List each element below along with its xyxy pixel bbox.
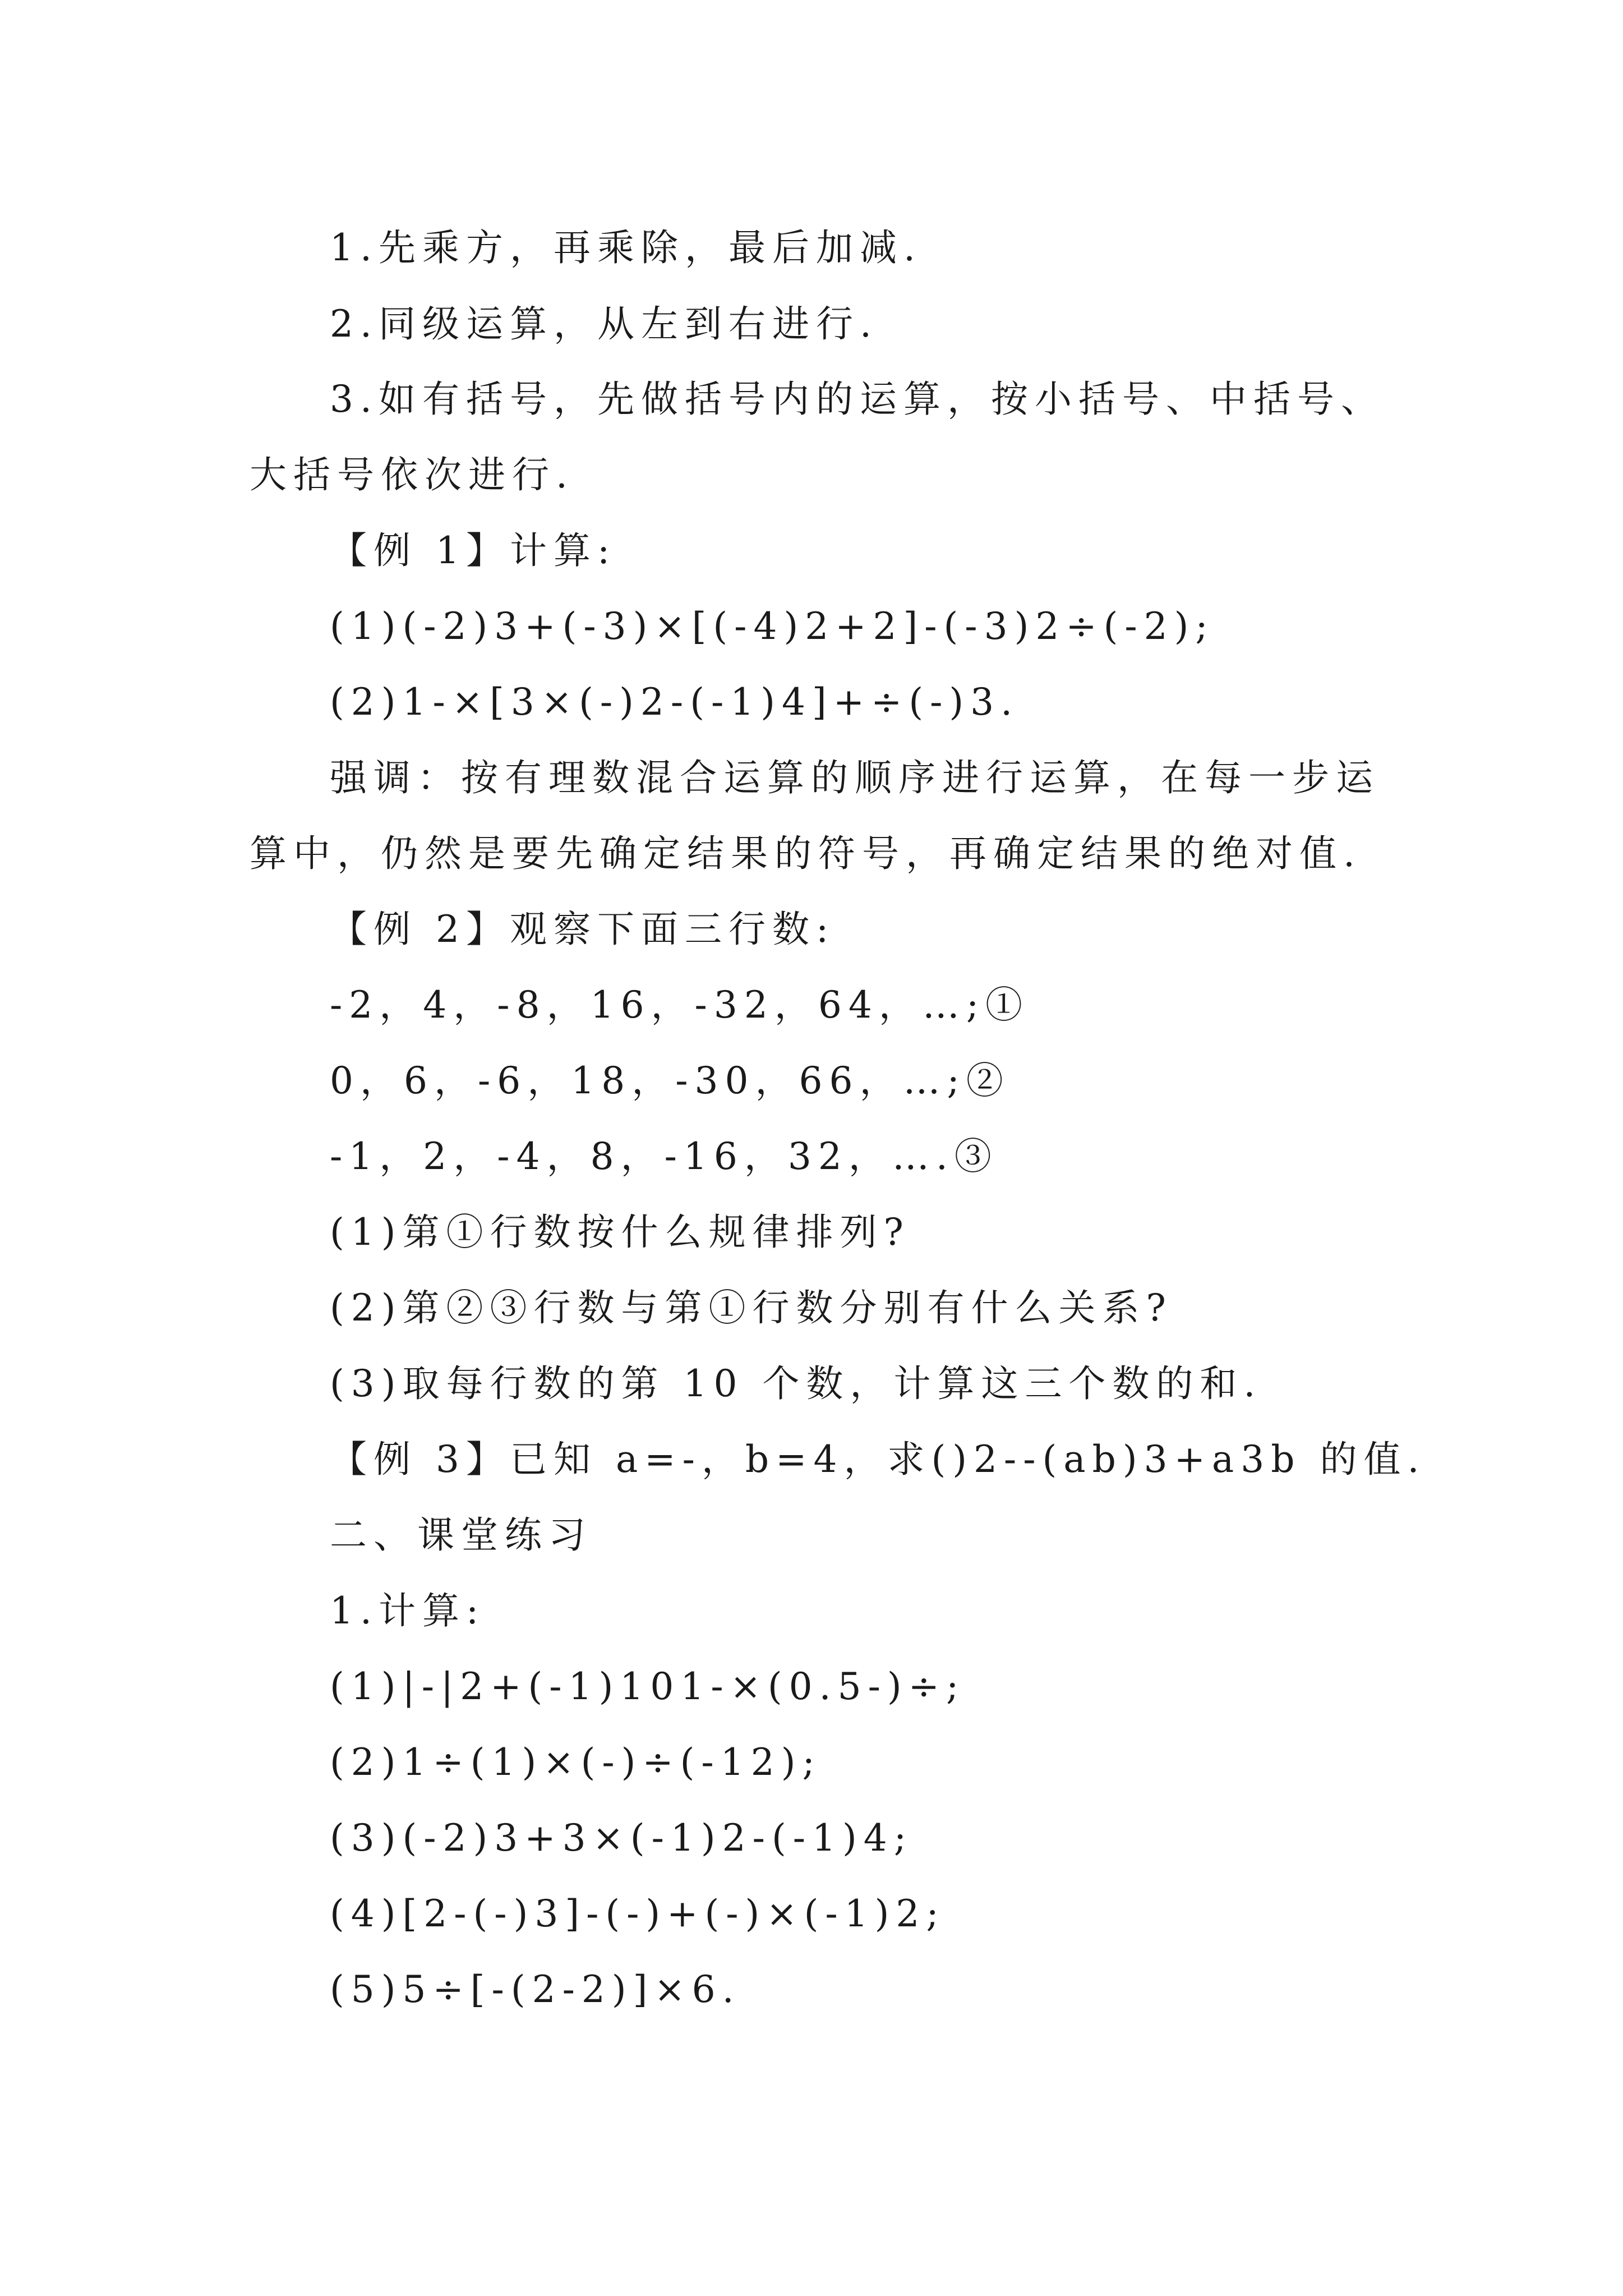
practice-1-part-2: (2)1÷(1)×(-)÷(-12); — [330, 1741, 822, 1784]
practice-1-part-1: (1)|-|2+(-1)101-×(0.5-)÷; — [330, 1665, 966, 1708]
example-2-question-1: (1)第①行数按什么规律排列? — [330, 1211, 910, 1254]
practice-1-part-3: (3)(-2)3+3×(-1)2-(-1)4; — [330, 1816, 913, 1860]
example-2-question-3: (3)取每行数的第 10 个数，计算这三个数的和. — [330, 1362, 1262, 1405]
emphasis-line-2: 算中，仍然是要先确定结果的符号，再确定结果的绝对值. — [250, 832, 1362, 875]
sequence-row-2: 0，6，-6，18，-30，66，…;② — [330, 1059, 1010, 1102]
example-2-question-2: (2)第②③行数与第①行数分别有什么关系? — [330, 1286, 1173, 1329]
example-2-heading: 【例 2】观察下面三行数: — [330, 908, 836, 951]
sequence-row-1: -2，4，-8，16，-32，64，…;① — [330, 983, 1030, 1027]
section-heading-practice: 二、课堂练习 — [330, 1513, 592, 1557]
rule-2: 2.同级运算，从左到右进行. — [330, 302, 878, 346]
sequence-row-3: -1，2，-4，8，-16，32，….③ — [330, 1135, 998, 1178]
example-1-part-2: (2)1-×[3×(-)2-(-1)4]+÷(-)3. — [330, 680, 1020, 724]
emphasis-line-1: 强调：按有理数混合运算的顺序进行运算，在每一步运 — [330, 756, 1380, 799]
practice-1-part-4: (4)[2-(-)3]-(-)+(-)×(-1)2; — [330, 1892, 946, 1935]
rule-3-line-1: 3.如有括号，先做括号内的运算，按小括号、中括号、 — [330, 378, 1385, 421]
practice-1-heading: 1.计算: — [330, 1589, 486, 1632]
rule-1: 1.先乘方，再乘除，最后加减. — [330, 226, 922, 269]
example-3: 【例 3】已知 a=-，b=4，求()2--(ab)3+a3b 的值. — [330, 1438, 1426, 1481]
practice-1-part-5: (5)5÷[-(2-2)]×6. — [330, 1968, 741, 2011]
rule-3-line-2: 大括号依次进行. — [250, 453, 574, 496]
example-1-part-1: (1)(-2)3+(-3)×[(-4)2+2]-(-3)2÷(-2); — [330, 605, 1215, 648]
example-1-heading: 【例 1】计算: — [330, 529, 617, 572]
